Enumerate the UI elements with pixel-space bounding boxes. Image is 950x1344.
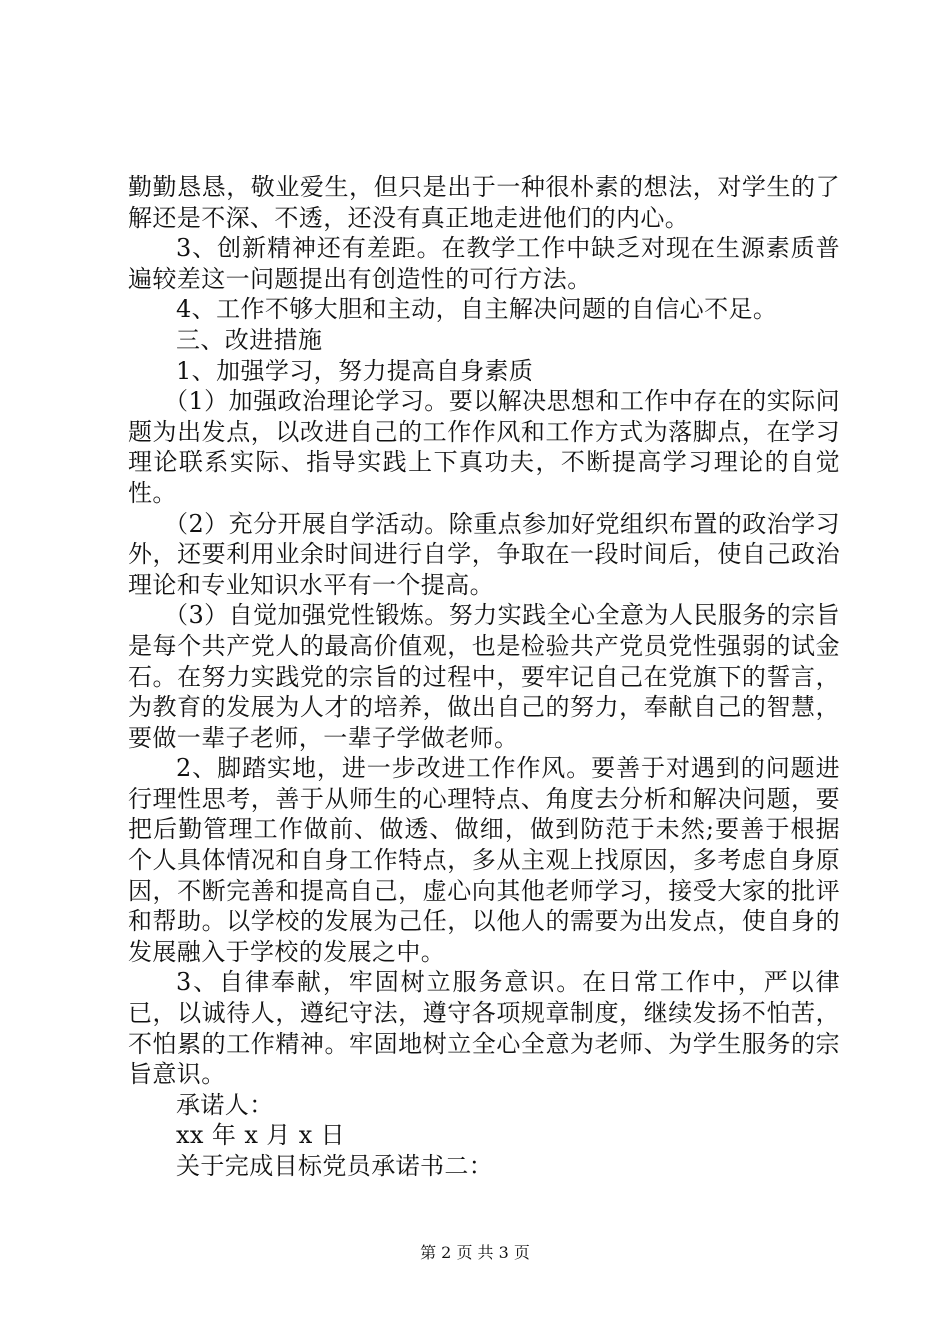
document-body — [128, 172, 840, 1182]
paragraph: （2）充分开展自学活动。除重点参加好党组织布置的政治学习外，还要利用业余时间进行自学，争取在一段时间后，使自己政治理论和专业知识水平有一个提高。 — [128, 509, 840, 599]
section-heading: 三、改进措施 — [176, 325, 323, 354]
page-number-label: 第 2 页 共 3 页 — [420, 1243, 530, 1262]
page-footer — [0, 1240, 950, 1263]
paragraph: 4、工作不够大胆和主动，自主解决问题的自信心不足。 — [176, 295, 778, 324]
paragraph: （1）加强政治理论学习。要以解决思想和工作中存在的实际问题为出发点，以改进自己的工作作风和工作方式为落脚点，在学习理论联系实际、指导实践上下真功夫，不断提高学习理论的自觉性。 — [128, 387, 840, 507]
paragraph: （3）自觉加强党性锻炼。努力实践全心全意为人民服务的宗旨是每个共产党人的最高价值观，也是检验共产党员党性强弱的试金石。在努力实践党的宗旨的过程中，要牢记自己在党旗下的誓言，为教育的发展为人才的培养，做出自己的努力，奉献自己的智慧，要做一辈子老师，一辈子学做老师。 — [128, 601, 840, 752]
paragraph: 3、创新精神还有差距。在教学工作中缺乏对现在生源素质普遍较差这一问题提出有创造性的可行方法。 — [128, 234, 840, 293]
paragraph: 关于完成目标党员承诺书二： — [176, 1152, 494, 1180]
paragraph: 勤勤恳恳，敬业爱生，但只是出于一种很朴素的想法，对学生的了解还是不深、不透，还没有真正地走进他们的内心。 — [128, 173, 840, 232]
paragraph: 3、自律奉献，牢固树立服务意识。在日常工作中，严以律已，以诚待人，遵纪守法，遵守各项规章制度，继续发扬不怕苦，不怕累的工作精神。牢固地树立全心全意为老师、为学生服务的宗旨意识。 — [128, 968, 840, 1089]
signatory-line: 承诺人： — [176, 1090, 274, 1119]
paragraph: 2、脚踏实地，进一步改进工作作风。要善于对遇到的问题进行理性思考，善于从师生的心理特点、角度去分析和解决问题，要把后勤管理工作做前、做透、做细，做到防范于未然;要善于根据个人具体情况和自身工作特点，多从主观上找原因，多考虑自身原因，不断完善和提高自己，虚心向其他老师学习，接受大家的批评和帮助。以学校的发展为己任，以他人的需要为出发点，使自身的发展融入于学校的发展之中。 — [128, 754, 840, 966]
subsection-heading: 1、加强学习，努力提高自身素质 — [176, 356, 534, 385]
date-line: xx 年 x 月 x 日 — [176, 1121, 346, 1150]
